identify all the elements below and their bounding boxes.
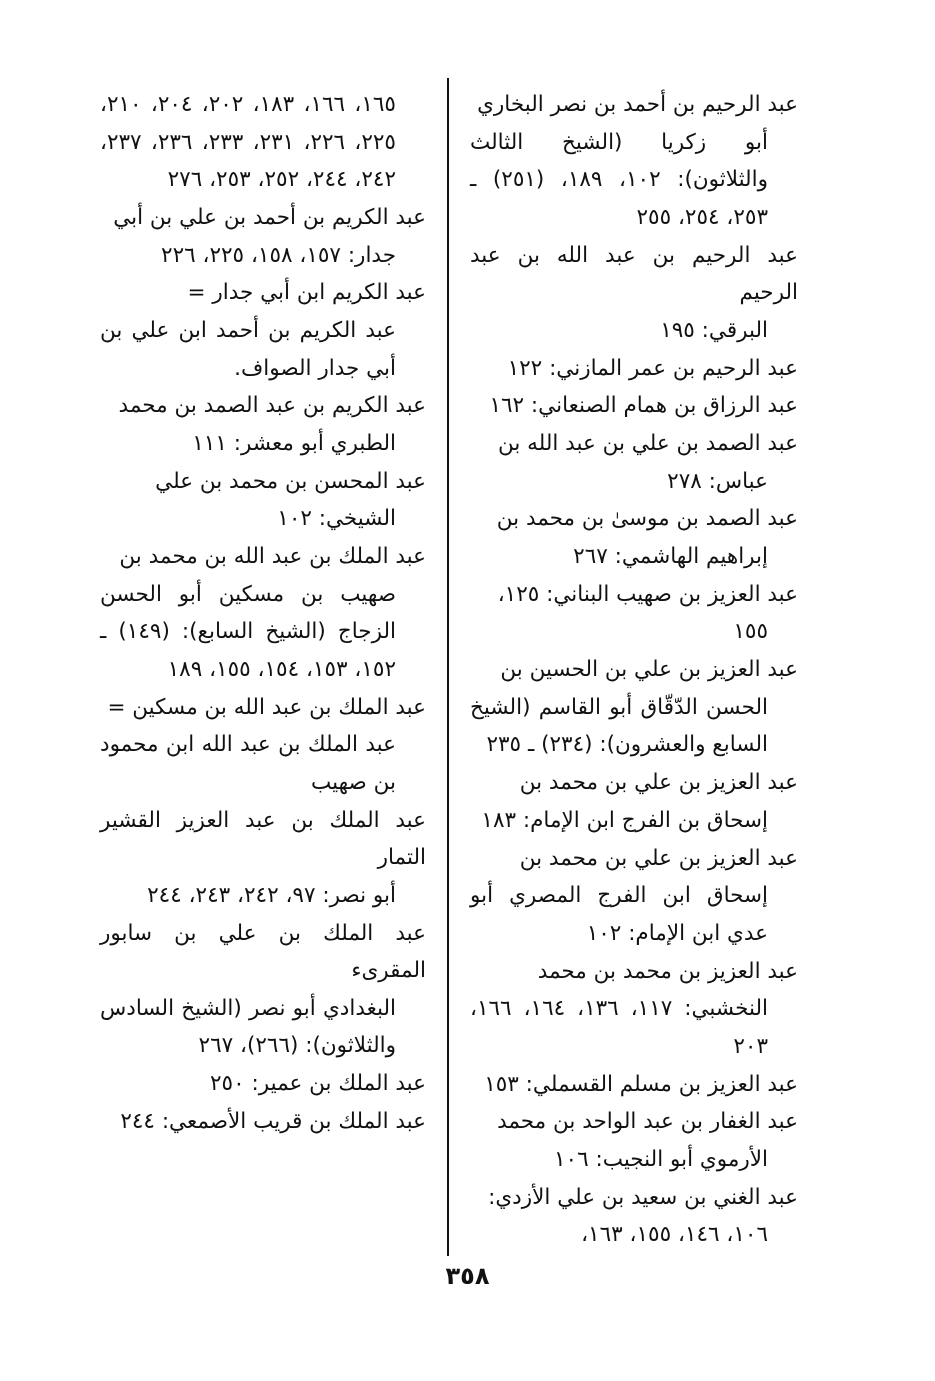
entry-heading: عبد الرزاق بن همام الصنعاني: ١٦٢ [489,393,798,419]
entry-heading: عبد الرحيم بن أحمد بن نصر البخاري [477,92,798,117]
entry-heading: عبد الكريم بن عبد الصمد بن محمد [118,393,426,419]
index-entry [100,915,426,1065]
entry-continuation: ١٥٥ [733,619,768,645]
entry-heading: عبد الرحيم بن عمر المازني: ١٢٢ [507,355,798,381]
entry-heading: عبد الملك بن عبد العزيز القشير التمار [100,807,426,871]
entry-heading: عبد الصمد بن موسىٰ بن محمد بن [496,506,798,532]
index-entry [100,689,426,802]
index-entry [470,576,798,651]
entry-continuation: البرقي: ١٩٥ [660,317,768,343]
index-entry [470,764,798,839]
index-entry [470,1066,798,1104]
index-entry [100,387,426,462]
index-entry [470,1103,798,1178]
index-entry [100,538,426,688]
entry-continuation: صهيب بن مسكين أبو الحسن الزجاج (الشيخ السابع): (١٤٩) ـ ١٥٢، ١٥٣، ١٥٤، ١٥٥، ١٨٩ [100,581,396,682]
index-entry [470,237,798,350]
entry-heading: عبد العزيز بن محمد بن محمد [537,958,798,984]
entry-heading: عبد العزيز بن علي بن محمد بن [519,845,798,871]
entry-continuation: الحسن الدّقّاق أبو القاسم (الشيخ السابع والعشرون): (٢٣٤) ـ ٢٣٥ [470,694,768,758]
entry-continuation: ١٦٥، ١٦٦، ١٨٣، ٢٠٢، ٢٠٤، ٢١٠، ٢٢٥، ٢٢٦، ٢٣١، ٢٣٣، ٢٣٦، ٢٣٧، ٢٤٢، ٢٤٤، ٢٥٢، ٢٥٣، ٢٧٦ [100,92,396,193]
entry-continuation: عبد الكريم بن أحمد ابن علي بن أبي جدار الصواف. [100,317,396,381]
entry-heading: عبد الملك بن عبد الله بن مسكين = [107,694,426,720]
entry-continuation: الأرموي أبو النجيب: ١٠٦ [553,1146,768,1172]
index-entry [470,953,798,1066]
index-entry [100,1103,426,1141]
index-entry [470,840,798,953]
entry-heading: عبد العزيز بن مسلم القسملي: ١٥٣ [484,1071,798,1097]
entry-continuation: أبو نصر: ٩٧، ٢٤٢، ٢٤٣، ٢٤٤ [147,882,396,908]
index-entry [470,651,798,764]
index-entry [470,500,798,575]
index-entry [100,802,426,915]
index-entry [100,1065,426,1103]
entry-continuation: الطبري أبو معشر: ١١١ [192,430,396,456]
entry-heading: عبد الغني بن سعيد بن علي الأزدي: [488,1184,798,1210]
entry-heading: عبد الرحيم بن عبد الله بن عبد الرحيم [470,242,798,306]
page-number: ٣٥٨ [445,1262,490,1290]
column-divider [447,78,449,1256]
entry-continuation: إبراهيم الهاشمي: ٢٦٧ [573,544,768,570]
index-entry [470,425,798,500]
entry-heading: عبد الملك بن قريب الأصمعي: ٢٤٤ [120,1108,426,1134]
entry-heading: عبد الملك بن علي بن سابور المقرىء [100,920,426,984]
index-entry [470,350,798,388]
entry-continuation: البغدادي أبو نصر (الشيخ السادس والثلاثون): (٢٦٦)، ٢٦٧ [100,995,396,1059]
index-column-right [470,86,798,1254]
index-entry-continued [100,86,426,199]
entry-heading: عبد الغفار بن عبد الواحد بن محمد [497,1109,798,1135]
entry-continuation: ١٠٦، ١٤٦، ١٥٥، ١٦٣، [581,1222,768,1248]
index-entry [100,199,426,274]
entry-heading: عبد الكريم بن أحمد بن علي بن أبي [113,204,426,230]
entry-continuation: الشيخي: ١٠٢ [277,506,396,532]
index-entry [470,86,798,236]
index-entry [100,463,426,538]
entry-continuation: جدار: ١٥٧، ١٥٨، ٢٢٥، ٢٢٦ [161,242,396,268]
index-entry [470,1179,798,1254]
index-entry [470,387,798,425]
entry-continuation: إسحاق بن الفرج ابن الإمام: ١٨٣ [481,807,768,833]
entry-continuation: عباس: ٢٧٨ [667,468,768,494]
entry-heading: عبد الكريم ابن أبي جدار = [187,280,426,306]
entry-continuation: إسحاق ابن الفرج المصري أبو عدي ابن الإمام: ١٠٢ [470,883,768,946]
entry-heading: عبد العزيز بن علي بن الحسين بن [500,657,798,683]
entry-continuation: أبو زكريا (الشيخ الثالث والثلاثون): ١٠٢، ١٨٩، (٢٥١) ـ ٢٥٣، ٢٥٤، ٢٥٥ [470,129,768,230]
entry-heading: عبد العزيز بن صهيب البناني: ١٢٥، [497,581,798,607]
entry-heading: عبد العزيز بن علي بن محمد بن [519,770,798,796]
index-column-left [100,86,426,1141]
entry-heading: عبد الملك بن عبد الله بن محمد بن [119,544,426,570]
entry-continuation: النخشبي: ١١٧، ١٣٦، ١٦٤، ١٦٦، ٢٠٣ [470,996,768,1059]
entry-heading: عبد المحسن بن محمد بن علي [155,468,426,494]
entry-heading: عبد الملك بن عمير: ٢٥٠ [210,1071,426,1097]
index-entry [100,274,426,387]
entry-continuation: عبد الملك بن عبد الله ابن محمود بن صهيب [100,732,396,795]
entry-heading: عبد الصمد بن علي بن عبد الله بن [497,431,798,457]
